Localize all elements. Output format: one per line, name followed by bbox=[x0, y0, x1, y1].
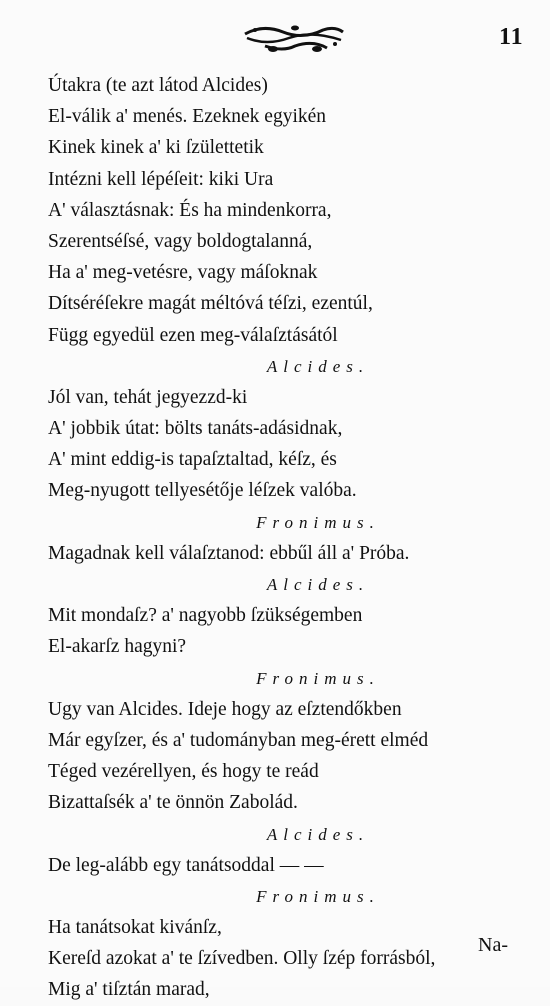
verse-line: Magadnak kell válaſztanod: ebbűl áll a' Próba. bbox=[48, 542, 410, 564]
verse-line: Mig a' tiſztán marad, bbox=[48, 979, 210, 1001]
verse-line: Szerentséſsé, vagy boldogtalanná, bbox=[48, 230, 313, 252]
verse-line: Meg-nyugott tellyesétője léſzek valóba. bbox=[48, 480, 357, 502]
verse-line: Kereſd azokat a' te ſzívedben. Olly ſzép forrásból, bbox=[48, 948, 436, 970]
speaker-name: Fronimus. bbox=[256, 668, 380, 688]
verse-line: El-válik a' menés. Ezeknek egyikén bbox=[48, 106, 327, 128]
verse-line: Téged vezérellyen, és hogy te reád bbox=[48, 761, 319, 783]
verse-line: A' választásnak: És ha mindenkorra, bbox=[48, 199, 332, 221]
verse-line: Bizattaſsék a' te önnön Zabolád. bbox=[48, 792, 298, 814]
catchword: Na- bbox=[478, 934, 508, 956]
verse-line: Intézni kell lépéſeit: kiki Ura bbox=[48, 168, 274, 190]
speaker-name: Alcides. bbox=[266, 575, 370, 594]
verse-line: Kinek kinek a' ki ſzülettetik bbox=[48, 137, 264, 159]
speaker-name: Alcides. bbox=[266, 356, 370, 376]
poem-text bbox=[48, 70, 538, 1006]
speaker-name: Fronimus. bbox=[256, 886, 380, 906]
verse-line: Függ egyedül ezen meg-válaſztásától bbox=[48, 324, 338, 346]
verse-line: Már egyſzer, és a' tudományban meg-érett elméd bbox=[48, 729, 429, 751]
verse-line: Ha tanátsokat kivánſz, bbox=[48, 917, 222, 939]
verse-line: Útakra (te azt látod Alcides) bbox=[48, 75, 268, 96]
verse-line: A' jobbik útat: bölts tanáts-adásidnak, bbox=[48, 418, 343, 440]
verse-line: Jól van, tehát jegyezzd-ki bbox=[48, 386, 248, 408]
speaker-name: Alcides. bbox=[266, 824, 370, 844]
verse-line: De leg-alább egy tanátsoddal — — bbox=[48, 854, 324, 876]
verse-line: El-akarſz hagyni? bbox=[48, 636, 187, 658]
speaker-name: Fronimus. bbox=[256, 512, 380, 532]
verse-line: Mit mondaſz? a' nagyobb ſzükségemben bbox=[48, 605, 363, 627]
page-number: 11 bbox=[499, 24, 524, 50]
verse-line: Ugy van Alcides. Ideje hogy az eſztendőkben bbox=[48, 698, 402, 720]
verse-line: A' mint eddig-is tapaſztaltad, kéſz, és bbox=[48, 449, 337, 471]
vine-scroll-ornament-icon bbox=[243, 18, 345, 56]
verse-line: Dítséréſekre magát méltóvá téſzi, ezentúl, bbox=[48, 293, 373, 315]
verse-line: Ha a' meg-vetésre, vagy máſoknak bbox=[48, 262, 318, 284]
